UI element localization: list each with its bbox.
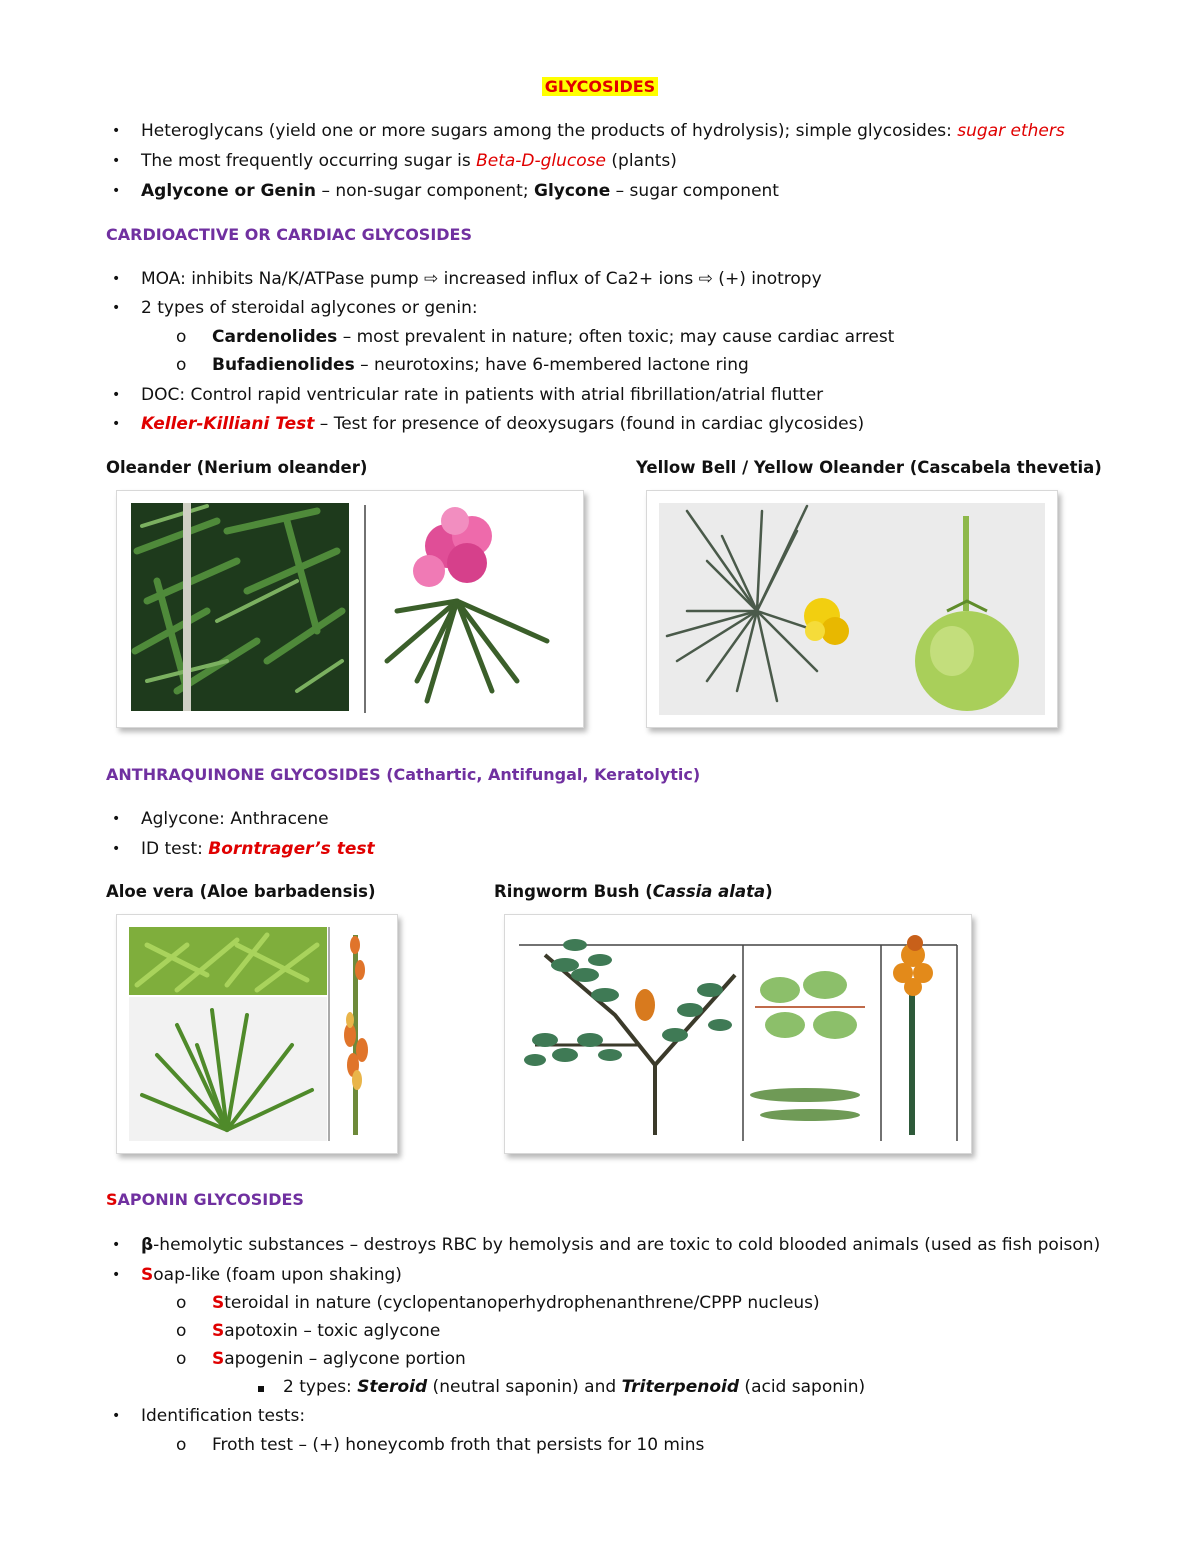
saponin-id-tests: Identification tests: [141, 1406, 306, 1426]
sub-bullet-marker: o [176, 355, 187, 375]
definition: teroidal in nature (cyclopentanoperhydrophenanthrene/CPPP nucleus) [224, 1293, 820, 1313]
definition: (neutral saponin) and [427, 1377, 622, 1397]
bullet-marker: • [112, 153, 121, 169]
intro-text: Heteroglycans (yield one or more sugars among the products of hydrolysis); simple glycosides: [141, 121, 958, 141]
term: Glycone [533, 181, 611, 201]
definition: – most prevalent in nature; often toxic; may cause cardiac arrest [337, 327, 895, 347]
title-text: GLYCOSIDES [542, 77, 658, 96]
definition: (acid saponin) [739, 1377, 866, 1397]
bullet-marker: • [112, 1408, 121, 1424]
saponin-froth-test: Froth test – (+) honeycomb froth that persists for 10 mins [212, 1435, 705, 1455]
intro-line-1 [141, 120, 1065, 142]
bullet-marker: • [112, 811, 121, 827]
intro-highlight: sugar ethers [957, 121, 1065, 141]
caption-part: ) [765, 882, 773, 901]
bullet-marker: • [112, 1267, 121, 1283]
sub-bullet-marker: o [176, 1321, 187, 1341]
caption-aloe: Aloe vera (Aloe barbadensis) [106, 882, 376, 901]
definition: – sugar component [610, 181, 779, 201]
definition: – neurotoxins; have 6-membered lactone ring [354, 355, 749, 375]
cardenolides-line [212, 326, 894, 348]
saponin-steroidal [212, 1292, 820, 1314]
saponin-types [283, 1376, 865, 1398]
definition: apotoxin – toxic aglycone [224, 1321, 441, 1341]
cardiac-moa: MOA: inhibits Na/K/ATPase pump ⇨ increased influx of Ca2+ ions ⇨ (+) inotropy [141, 269, 822, 289]
cardiac-types: 2 types of steroidal aglycones or genin: [141, 298, 478, 318]
label: 2 types: [283, 1377, 358, 1397]
mnemonic-s: S [212, 1321, 225, 1341]
test-name: Keller-Killiani Test [141, 414, 315, 434]
bullet-marker: • [112, 123, 121, 139]
section-heading-saponin [106, 1189, 304, 1211]
ringworm-bush-photo [504, 914, 972, 1154]
cardiac-test [141, 413, 864, 435]
sub-bullet-marker: o [176, 1293, 187, 1313]
intro-highlight: Beta-D-glucose [476, 151, 606, 171]
saponin-soap [141, 1264, 402, 1286]
oleander-photo [116, 490, 584, 728]
heading-rest: APONIN GLYCOSIDES [117, 1190, 304, 1209]
intro-line-2 [141, 150, 677, 172]
heading-initial: S [106, 1190, 118, 1209]
definition: -hemolytic substances – destroys RBC by hemolysis and are toxic to cold blooded animals (used as fish poison) [153, 1235, 1101, 1255]
section-heading-anthraquinone: ANTHRAQUINONE GLYCOSIDES (Cathartic, Antifungal, Keratolytic) [106, 765, 701, 784]
cardiac-doc: DOC: Control rapid ventricular rate in patients with atrial fibrillation/atrial flutter [141, 385, 824, 405]
anthra-idtest [141, 838, 375, 860]
test-name: Borntrager’s test [208, 839, 375, 859]
sub-bullet-marker: o [176, 1435, 187, 1455]
caption-part: Ringworm Bush ( [494, 882, 653, 901]
square-bullet-marker [258, 1376, 264, 1398]
saponin-hemolytic [141, 1234, 1100, 1256]
caption-ringworm-bush [494, 882, 773, 901]
beta-symbol: β [141, 1235, 154, 1255]
bullet-marker: • [112, 416, 121, 432]
intro-text: The most frequently occurring sugar is [141, 151, 477, 171]
caption-oleander: Oleander (Nerium oleander) [106, 458, 368, 477]
bullet-marker: • [112, 183, 121, 199]
mnemonic-s: S [212, 1349, 225, 1369]
bullet-marker: • [112, 271, 121, 287]
mnemonic-s: S [141, 1265, 154, 1285]
saponin-sapogenin [212, 1348, 466, 1370]
intro-line-3 [141, 180, 779, 202]
term: Aglycone or Genin [141, 181, 317, 201]
caption-italic: Cassia alata [652, 882, 766, 901]
definition: oap-like (foam upon shaking) [153, 1265, 402, 1285]
sub-bullet-marker: o [176, 327, 187, 347]
term: Steroid [357, 1377, 428, 1397]
bullet-marker: • [112, 841, 121, 857]
sub-bullet-marker: o [176, 1349, 187, 1369]
term: Cardenolides [212, 327, 338, 347]
section-heading-cardiac: CARDIOACTIVE OR CARDIAC GLYCOSIDES [106, 225, 472, 244]
bullet-marker: • [112, 1237, 121, 1253]
page-title [0, 77, 1200, 97]
bullet-marker: • [112, 300, 121, 316]
intro-text-end: (plants) [606, 151, 677, 171]
aloe-photo [116, 914, 398, 1154]
yellow-bell-photo [646, 490, 1058, 728]
saponin-sapotoxin [212, 1320, 440, 1342]
mnemonic-s: S [212, 1293, 225, 1313]
definition: – Test for presence of deoxysugars (found in cardiac glycosides) [314, 414, 865, 434]
term: Triterpenoid [621, 1377, 740, 1397]
bullet-marker: • [112, 387, 121, 403]
definition: apogenin – aglycone portion [224, 1349, 466, 1369]
label: ID test: [141, 839, 209, 859]
definition: – non-sugar component; [316, 181, 534, 201]
anthra-aglycone: Aglycone: Anthracene [141, 809, 329, 829]
caption-yellow-bell: Yellow Bell / Yellow Oleander (Cascabela thevetia) [636, 458, 1102, 477]
term: Bufadienolides [212, 355, 355, 375]
square-bullet-icon [258, 1386, 264, 1392]
bufadienolides-line [212, 354, 749, 376]
